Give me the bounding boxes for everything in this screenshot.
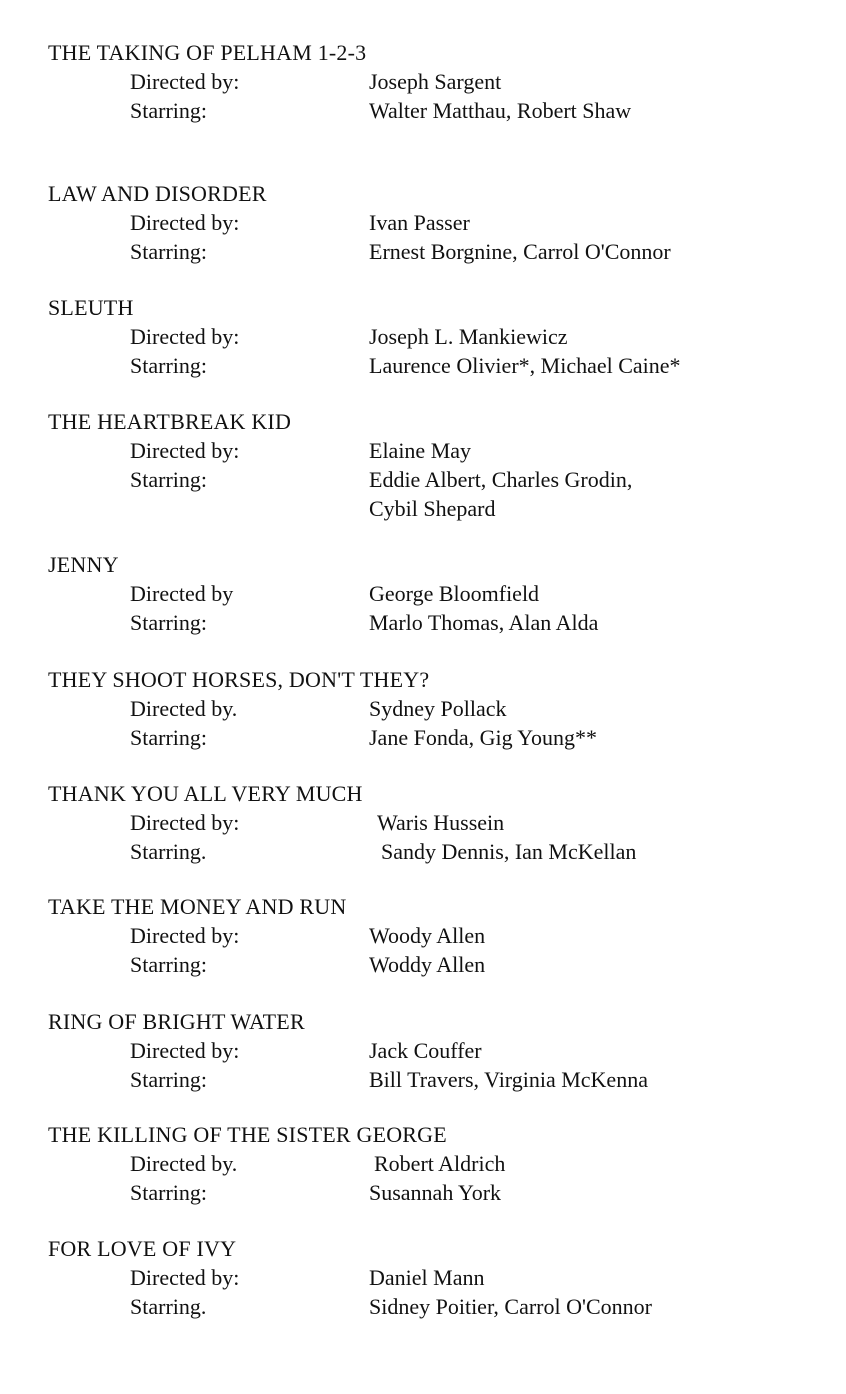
director-name: Woody Allen <box>369 923 486 948</box>
star-names: Susannah York <box>369 1180 502 1205</box>
star-names: Sidney Poitier, Carrol O'Connor <box>369 1294 652 1319</box>
director-name: Waris Hussein <box>377 810 505 835</box>
star-names: Walter Matthau, Robert Shaw <box>369 98 632 123</box>
director-name: Robert Aldrich <box>374 1151 506 1176</box>
film-entry <box>48 665 828 752</box>
starring-label: Starring: <box>130 239 207 264</box>
star-names: Ernest Borgnine, Carrol O'Connor <box>369 239 671 264</box>
starring-label: Starring: <box>130 467 207 492</box>
film-entry <box>48 38 828 125</box>
starring-label: Starring: <box>130 353 207 378</box>
film-title: JENNY <box>48 552 119 577</box>
directed-by-label: Directed by <box>130 581 234 606</box>
starring-continuation-row <box>48 494 828 523</box>
starring-label: Starring. <box>130 1294 207 1319</box>
director-row <box>48 808 828 837</box>
directed-by-label: Directed by: <box>130 69 240 94</box>
starring-label: Starring: <box>130 1067 207 1092</box>
film-entry <box>48 550 828 637</box>
film-title: FOR LOVE OF IVY <box>48 1236 237 1261</box>
film-title: THANK YOU ALL VERY MUCH <box>48 781 363 806</box>
starring-row <box>48 950 828 979</box>
star-names: Laurence Olivier*, Michael Caine* <box>369 353 681 378</box>
director-name: Joseph L. Mankiewicz <box>369 324 568 349</box>
starring-row <box>48 96 828 125</box>
director-row <box>48 436 828 465</box>
film-entry <box>48 1234 828 1321</box>
directed-by-label: Directed by: <box>130 1265 240 1290</box>
starring-label: Starring: <box>130 1180 207 1205</box>
director-row <box>48 694 828 723</box>
director-row <box>48 1036 828 1065</box>
director-row <box>48 67 828 96</box>
director-row <box>48 1263 828 1292</box>
film-title: THEY SHOOT HORSES, DON'T THEY? <box>48 667 430 692</box>
starring-row <box>48 237 828 266</box>
directed-by-label: Directed by: <box>130 1038 240 1063</box>
film-title: LAW AND DISORDER <box>48 181 267 206</box>
film-title: THE KILLING OF THE SISTER GEORGE <box>48 1122 447 1147</box>
starring-row <box>48 1178 828 1207</box>
film-entry <box>48 1007 828 1094</box>
film-title: RING OF BRIGHT WATER <box>48 1009 305 1034</box>
star-names: Bill Travers, Virginia McKenna <box>369 1067 648 1092</box>
starring-row <box>48 1292 828 1321</box>
directed-by-label: Directed by: <box>130 438 240 463</box>
directed-by-label: Directed by. <box>130 696 238 721</box>
film-entry <box>48 779 828 866</box>
director-name: Jack Couffer <box>369 1038 482 1063</box>
film-title: THE TAKING OF PELHAM 1-2-3 <box>48 40 367 65</box>
directed-by-label: Directed by: <box>130 324 240 349</box>
star-names: Cybil Shepard <box>369 496 496 521</box>
film-entry <box>48 892 828 979</box>
director-name: Sydney Pollack <box>369 696 507 721</box>
director-name: Joseph Sargent <box>369 69 502 94</box>
director-name: Elaine May <box>369 438 472 463</box>
director-row <box>48 921 828 950</box>
director-row <box>48 579 828 608</box>
film-entry <box>48 407 828 523</box>
film-entry <box>48 179 828 266</box>
director-row <box>48 208 828 237</box>
film-title: SLEUTH <box>48 295 134 320</box>
starring-label: Starring: <box>130 952 207 977</box>
director-name: George Bloomfield <box>369 581 540 606</box>
starring-row <box>48 465 828 494</box>
film-title: THE HEARTBREAK KID <box>48 409 292 434</box>
star-names: Marlo Thomas, Alan Alda <box>369 610 599 635</box>
director-row <box>48 322 828 351</box>
starring-row <box>48 608 828 637</box>
starring-row <box>48 1065 828 1094</box>
film-title: TAKE THE MONEY AND RUN <box>48 894 347 919</box>
star-names: Jane Fonda, Gig Young** <box>369 725 597 750</box>
starring-label: Starring: <box>130 610 207 635</box>
star-names: Eddie Albert, Charles Grodin, <box>369 467 633 492</box>
starring-label: Starring: <box>130 98 207 123</box>
directed-by-label: Directed by: <box>130 210 240 235</box>
star-names: Woddy Allen <box>369 952 486 977</box>
directed-by-label: Directed by. <box>130 1151 238 1176</box>
star-names: Sandy Dennis, Ian McKellan <box>381 839 637 864</box>
starring-label: Starring: <box>130 725 207 750</box>
directed-by-label: Directed by: <box>130 923 240 948</box>
director-row <box>48 1149 828 1178</box>
director-name: Daniel Mann <box>369 1265 485 1290</box>
starring-row <box>48 837 828 866</box>
director-name: Ivan Passer <box>369 210 470 235</box>
starring-label: Starring. <box>130 839 207 864</box>
starring-row <box>48 351 828 380</box>
film-entry <box>48 293 828 380</box>
film-entry <box>48 1120 828 1207</box>
directed-by-label: Directed by: <box>130 810 240 835</box>
starring-row <box>48 723 828 752</box>
